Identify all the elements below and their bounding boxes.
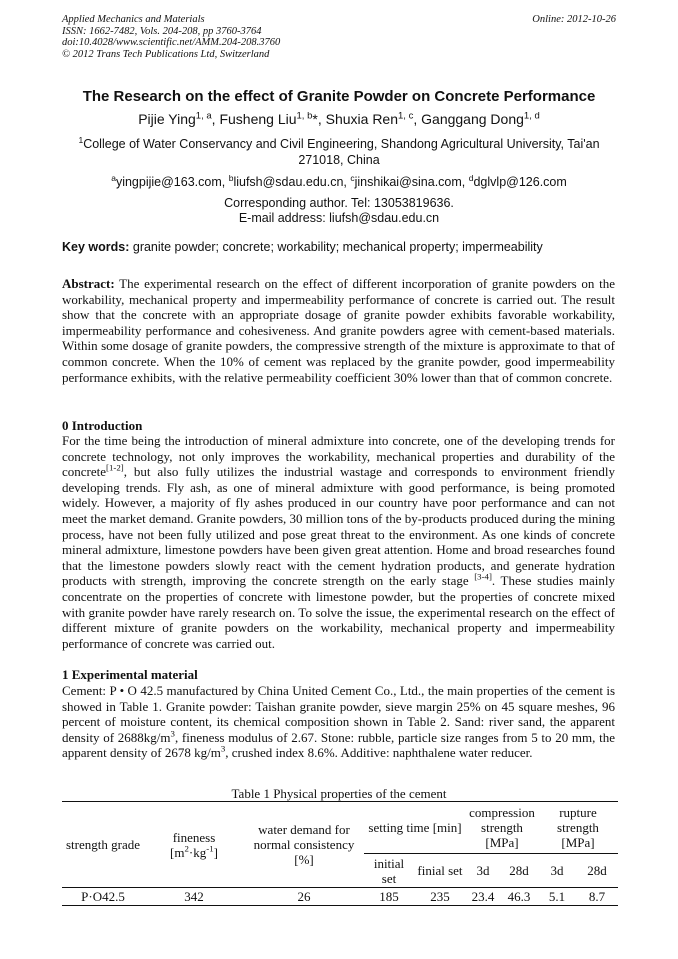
unit-sup: 3 (220, 744, 226, 755)
keywords-text: granite powder; concrete; workability; mechanical property; impermeability (129, 240, 543, 254)
email-list (0, 172, 678, 189)
keywords (62, 240, 543, 254)
table-cell: 235 (414, 888, 466, 906)
citation[interactable]: [3-4] (474, 572, 492, 583)
material-text: , crushed index 8.6%. Additive: naphthalene water reducer. (225, 745, 533, 761)
header-compression-strength: compression strength [MPa] (466, 802, 538, 854)
author-sup: 1, d (523, 110, 540, 122)
paper-title: The Research on the effect of Granite Powder on Concrete Performance (82, 88, 596, 105)
author-sep: , (413, 111, 422, 127)
table-cell: 342 (144, 888, 244, 906)
email-sup: b (228, 172, 234, 183)
header-compression-28d: 28d (500, 854, 538, 888)
table-row (62, 888, 618, 906)
email-sep: , (221, 175, 229, 189)
header-fineness (144, 802, 244, 888)
table-cell: 26 (244, 888, 364, 906)
abstract-text: The experimental research on the effect of different incorporation of granite powders on the workability, mechanical property and impermeability performance of concrete is carried out. The result show that the concrete with an appropriate dosage of granite powder exhibits favorable workability, impermeability performance and cohesiveness. And granite powders agree with cement-based materials. Within some dosage of granite powders, the compressive strength of the mixture is approximate to that of common concrete. When the 10% of cement was replaced by the granite powder, good impermeability performance exhibits, with the relative permeability coefficient 30% lower than that of common concrete. (62, 276, 615, 385)
affiliation-sup: 1 (78, 134, 84, 145)
email-sup: d (468, 172, 474, 183)
header-fineness-unit: [m (170, 844, 185, 860)
header-water-demand: water demand for normal consistency [%] (244, 802, 364, 888)
corresponding-author (0, 196, 678, 226)
author-name: Fusheng Liu (219, 111, 297, 127)
header-initial-set: initial set (364, 854, 414, 888)
journal-header (62, 14, 280, 60)
journal-name: Applied Mechanics and Materials (62, 14, 205, 25)
author-sep: *, (312, 111, 326, 127)
issn-line: ISSN: 1662-7482, Vols. 204-208, pp 3760-3764 (62, 25, 262, 37)
affiliation-text: College of Water Conservancy and Civil Engineering, Shandong Agricultural University, Tai'an 271018, China (83, 137, 600, 167)
header-rupture-3d: 3d (538, 854, 576, 888)
keywords-label: Key words: (62, 240, 130, 254)
email-sep: , (461, 175, 469, 189)
header-setting-time: setting time [min] (364, 802, 466, 854)
author-list (0, 111, 678, 127)
email-address[interactable]: yingpijie@163.com (115, 175, 222, 189)
material-text: , fineness modulus of 2.67. Stone: rubble, particle size ranges from 5 to 20 mm, the apparent density of 2678 kg/m (62, 729, 615, 761)
header-fineness-unit: ·kg (188, 844, 207, 860)
material-text: Cement: P • O 42.5 manufactured by China United Cement Co., Ltd., the main properties of the cement is showed in Table 1. Granite powder: Taishan granite powder, sieve margin 25% on 45 square meshes, 96 percent of moisture content, its chemical composition shown in Table 2. Sand: river sand, the apparent density of 2688kg/m (62, 683, 615, 745)
header-rupture-28d: 28d (576, 854, 618, 888)
table-cell: P·O42.5 (62, 888, 144, 906)
header-strength-grade: strength grade (62, 802, 144, 888)
unit-sup: -1 (206, 843, 214, 854)
unit-sup: 3 (170, 728, 175, 739)
table-caption: Table 1 Physical properties of the cement (231, 786, 447, 801)
author-name: Ganggang Dong (421, 111, 524, 127)
unit-sup: 2 (184, 843, 189, 854)
section-heading-material: 1 Experimental material (62, 667, 198, 682)
header-final-set: finial set (414, 854, 466, 888)
email-address[interactable]: jinshikai@sina.com (354, 175, 462, 189)
affiliation (70, 136, 608, 168)
table-cell: 23.4 (466, 888, 500, 906)
abstract (62, 276, 615, 385)
email-sup: a (111, 172, 116, 183)
intro-text: . These studies mainly concentrate on the properties of concrete with limestone powder, but the properties of concrete mixed with granite powder have rarely research on. To solve the issue, the experimental research on the effect of different mixture of granite powders on the workability, mechanical property and impermeability performance of concrete was carried out. (62, 573, 615, 651)
author-sup: 1, c (398, 110, 414, 122)
email-sep: , (343, 175, 351, 189)
header-fineness-text: fineness (172, 829, 216, 845)
email-address[interactable]: liufsh@sdau.edu.cn (233, 175, 344, 189)
author-name: Shuxia Ren (325, 111, 399, 127)
doi-line: doi:10.4028/www.scientific.net/AMM.204-208.3760 (62, 37, 281, 48)
header-rupture-strength: rupture strength [MPa] (538, 802, 618, 854)
table-cell: 8.7 (576, 888, 618, 906)
online-date: Online: 2012-10-26 (532, 14, 616, 25)
introduction-paragraph (62, 433, 615, 651)
citation[interactable]: [1-2] (106, 462, 124, 473)
table-cell: 5.1 (538, 888, 576, 906)
author-sup: 1, b (296, 110, 313, 122)
section-heading-introduction: 0 Introduction (62, 418, 143, 433)
email-address[interactable]: dglvlp@126.com (473, 175, 567, 189)
table-cell: 185 (364, 888, 414, 906)
table-cell: 46.3 (500, 888, 538, 906)
email-sup: c (350, 172, 355, 183)
intro-text: For the time being the introduction of mineral admixture into concrete, one of the developing trends for concrete technology, not only improves the workability, mechanical properties and durability of the concrete (62, 433, 615, 480)
abstract-label: Abstract: (62, 276, 115, 291)
author-sup: 1, a (195, 110, 212, 122)
author-name: Pijie Ying (138, 111, 196, 127)
author-sep: , (211, 111, 220, 127)
corresponding-email: E-mail address: liufsh@sdau.edu.cn (238, 211, 440, 225)
cement-properties-table (62, 801, 618, 906)
corresponding-line: Corresponding author. Tel: 13053819636. (224, 196, 454, 210)
copyright-line: © 2012 Trans Tech Publications Ltd, Switzerland (62, 48, 270, 60)
intro-text: , but also fully utilizes the industrial wastage and corresponds to environment friendly developing trends. Fly ash, as one of mineral admixture with good performance, is being promoted widely. However, a majority of fly ashes produced in our country have poor performance and can not meet the market demand. Granite powders, 30 million tons of the by-products produced during the mining process, have not been fully utilized and pose great threat to the environment. As one kinds of concrete mineral admixture, limestone powders have been given great attention. Home and broad researches found that the limestone powders slowly react with the cement hydration products, and generate hydration products with strength, improving the concrete strength on the early stage (62, 464, 615, 589)
header-fineness-unit: ] (213, 844, 218, 860)
header-compression-3d: 3d (466, 854, 500, 888)
material-paragraph (62, 683, 615, 761)
